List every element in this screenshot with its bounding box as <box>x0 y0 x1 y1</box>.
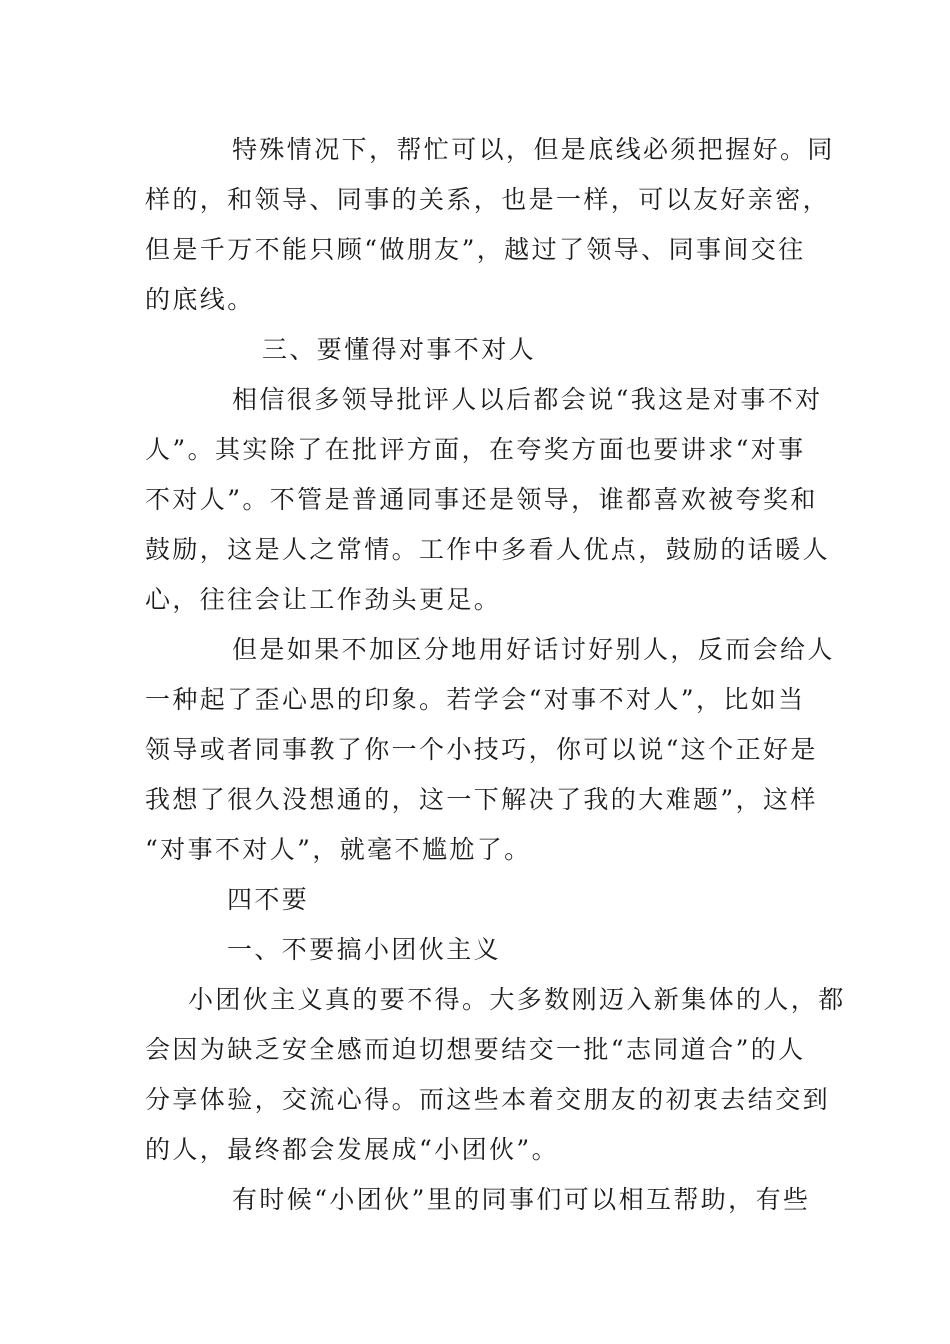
paragraph-line: 不对人”。不管是普通同事还是领导，谁都喜欢被夸奖和 <box>145 485 818 514</box>
paragraph-line: 但是如果不加区分地用好话讨好别人，反而会给人 <box>232 635 835 664</box>
paragraph-line: 样的，和领导、同事的关系，也是一样，可以友好亲密， <box>145 185 831 214</box>
paragraph-line: 有时候“小团伙”里的同事们可以相互帮助，有些 <box>232 1185 811 1214</box>
paragraph-line: 领导或者同事教了你一个小技巧，你可以说“这个正好是 <box>145 735 818 764</box>
section-heading: 三、要懂得对事不对人 <box>262 335 537 364</box>
paragraph-line: 但是千万不能只顾“做朋友”，越过了领导、同事间交往 <box>145 235 806 264</box>
section-heading: 四不要 <box>227 885 310 914</box>
paragraph-line: 特殊情况下，帮忙可以，但是底线必须把握好。同 <box>232 135 835 164</box>
paragraph-line: 分享体验，交流心得。而这些本着交朋友的初衷去结交到 <box>145 1085 831 1114</box>
paragraph-line: 鼓励，这是人之常情。工作中多看人优点，鼓励的话暖人 <box>145 535 831 564</box>
paragraph-line: 的人，最终都会发展成“小团伙”。 <box>145 1135 559 1164</box>
paragraph-line: 心，往往会让工作劲头更足。 <box>145 585 502 614</box>
paragraph-line: 一种起了歪心思的印象。若学会“对事不对人”，比如当 <box>145 685 806 714</box>
paragraph-line: 会因为缺乏安全感而迫切想要结交一批“志同道合”的人 <box>145 1035 806 1064</box>
section-heading: 一、不要搞小团伙主义 <box>227 935 502 964</box>
paragraph-line: 的底线。 <box>145 285 255 314</box>
paragraph-line: 我想了很久没想通的，这一下解决了我的大难题”，这样 <box>145 785 818 814</box>
paragraph-line: “对事不对人”，就毫不尴尬了。 <box>145 835 532 864</box>
paragraph-line: 小团伙主义真的要不得。大多数刚迈入新集体的人，都 <box>188 985 846 1014</box>
paragraph-line: 人”。其实除了在批评方面，在夸奖方面也要讲求“对事 <box>145 435 806 464</box>
paragraph-line: 相信很多领导批评人以后都会说“我这是对事不对 <box>232 385 823 414</box>
